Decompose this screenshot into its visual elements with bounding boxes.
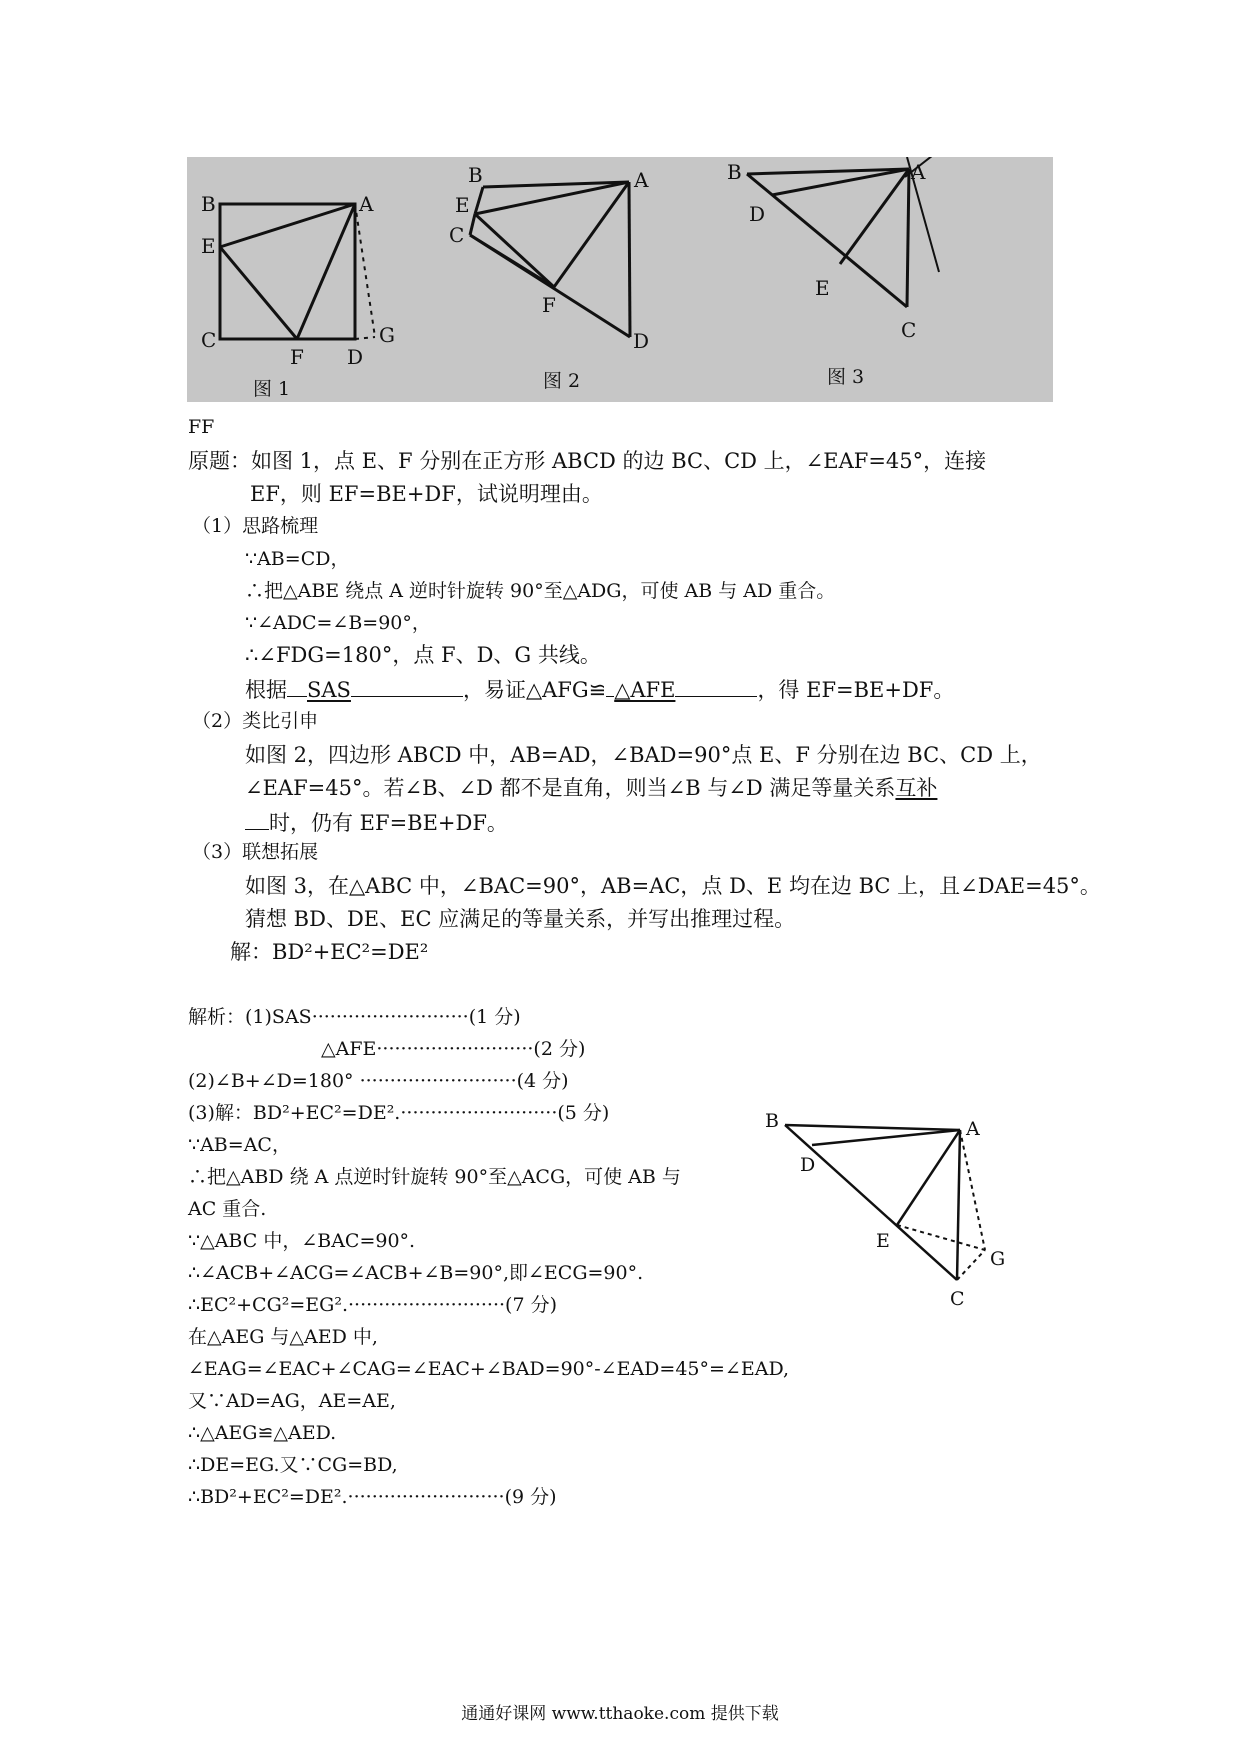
fig3-label-a: A bbox=[911, 160, 926, 184]
analysis-row-16 bbox=[188, 1488, 557, 1507]
analysis-row-1 bbox=[188, 1008, 521, 1027]
solution-figure bbox=[760, 1105, 1030, 1329]
fig1-label-e: E bbox=[201, 234, 216, 258]
analysis-row-14: ∴△AEG≌△AED. bbox=[188, 1422, 337, 1444]
fig2-label-a: A bbox=[634, 168, 649, 192]
analysis-r1: (1)SAS bbox=[245, 1006, 312, 1028]
fig1-label-g: G bbox=[379, 323, 395, 347]
dots: ·························· bbox=[348, 1294, 506, 1316]
part1-line-1: ∵AB=CD， bbox=[245, 548, 350, 570]
fig2-label-c: C bbox=[449, 223, 465, 247]
analysis-row-13: 又∵AD=AG，AE=AE, bbox=[188, 1390, 396, 1412]
analysis-row-8: ∵△ABC 中，∠BAC=90°. bbox=[188, 1230, 416, 1252]
score-3: (4 分) bbox=[516, 1070, 569, 1092]
part1-l5-suffix: ，得 EF=BE+DF。 bbox=[757, 678, 955, 702]
part2-line-1: 如图 2，四边形 ABCD 中，AB=AD，∠BAD=90°点 E、F 分别在边 BC、CD 上， bbox=[245, 743, 1042, 767]
fig4-label-e: E bbox=[876, 1230, 890, 1252]
part3-answer-value: BD²+EC²=DE² bbox=[272, 940, 429, 964]
part1-l5-prefix: 根据 bbox=[245, 678, 287, 702]
score-9: (9 分) bbox=[504, 1486, 557, 1508]
geometry-figures bbox=[187, 157, 1053, 402]
fig1-label-b: B bbox=[201, 192, 216, 216]
analysis-row-6: ∴把△ABD 绕 A 点逆时针旋转 90°至△ACG，可使 AB 与 bbox=[188, 1166, 681, 1188]
figure-strip bbox=[187, 157, 1053, 402]
part1-l5-middle: ，易证△AFG≌ bbox=[462, 678, 607, 702]
analysis-row-15: ∴DE=EG.又∵CG=BD, bbox=[188, 1454, 398, 1476]
analysis-row-7: AC 重合. bbox=[188, 1198, 267, 1220]
score-7: (7 分) bbox=[505, 1294, 557, 1316]
score-1: (1 分) bbox=[468, 1006, 521, 1028]
analysis-row-10 bbox=[188, 1296, 557, 1315]
fig4-label-b: B bbox=[765, 1110, 779, 1132]
part1-heading: （1）思路梳理 bbox=[192, 515, 319, 537]
blank-2 bbox=[675, 678, 757, 697]
analysis-row-12: ∠EAG=∠EAC+∠CAG=∠EAC+∠BAD=90°-∠EAD=45°=∠EAD, bbox=[188, 1358, 790, 1380]
fig1-label-a: A bbox=[359, 192, 374, 216]
fig3-label-d: D bbox=[749, 202, 766, 226]
problem-line-1: 原题：如图 1，点 E、F 分别在正方形 ABCD 的边 BC、CD 上，∠EAF=45°，连接 bbox=[188, 449, 987, 473]
part3-answer-label: 解： bbox=[230, 940, 272, 964]
part1-line-5 bbox=[245, 678, 954, 701]
blank-pad bbox=[287, 678, 307, 697]
fig4-label-c: C bbox=[950, 1288, 965, 1310]
fig2-label-e: E bbox=[455, 193, 470, 217]
answer-hubu: 互补 bbox=[895, 776, 938, 800]
part2-l3-text: 时，仍有 EF=BE+DF。 bbox=[269, 811, 508, 835]
analysis-row-3 bbox=[188, 1072, 569, 1091]
part2-line-2 bbox=[245, 778, 937, 799]
part3-heading: （3）联想拓展 bbox=[192, 841, 319, 863]
fig1-label-c: C bbox=[201, 328, 217, 352]
score-4: (5 分) bbox=[557, 1102, 610, 1124]
blank-1 bbox=[351, 678, 463, 697]
fig4-label-d: D bbox=[800, 1154, 816, 1176]
dots: ·························· bbox=[353, 1070, 517, 1092]
analysis-r10: ∴EC²+CG²=EG². bbox=[188, 1294, 348, 1316]
fig4-label-g: G bbox=[990, 1248, 1006, 1270]
part2-line-3 bbox=[245, 811, 508, 834]
analysis-r3: (2)∠B+∠D=180° bbox=[188, 1070, 354, 1092]
fig3-label-e: E bbox=[815, 276, 830, 300]
figure-1 bbox=[220, 204, 375, 339]
problem-line-2: EF，则 EF=BE+DF，试说明理由。 bbox=[250, 482, 603, 506]
analysis-row-2 bbox=[321, 1040, 585, 1059]
fig1-caption: 图 1 bbox=[253, 378, 291, 400]
part3-line-2: 猜想 BD、DE、EC 应满足的等量关系，并写出推理过程。 bbox=[245, 907, 796, 931]
analysis-label: 解析： bbox=[188, 1006, 246, 1028]
dots: ·························· bbox=[347, 1486, 505, 1508]
fig3-caption: 图 3 bbox=[827, 366, 865, 388]
analysis-r2: △AFE bbox=[321, 1038, 377, 1060]
part2-heading: （2）类比引申 bbox=[192, 710, 319, 732]
fig1-label-f: F bbox=[290, 345, 304, 369]
analysis-row-4 bbox=[188, 1104, 609, 1123]
fig3-label-c: C bbox=[901, 318, 917, 342]
answer-afe: △AFE bbox=[614, 678, 676, 702]
part1-line-3: ∵∠ADC=∠B=90°， bbox=[245, 612, 431, 634]
dots: ·························· bbox=[400, 1102, 558, 1124]
analysis-row-11: 在△AEG 与△AED 中, bbox=[188, 1326, 378, 1348]
solution-geometry bbox=[760, 1105, 1030, 1325]
blank-3 bbox=[245, 811, 269, 830]
dots: ·························· bbox=[376, 1038, 534, 1060]
footer: 通通好课网 www.tthaoke.com 提供下载 bbox=[461, 1704, 779, 1724]
score-2: (2 分) bbox=[533, 1038, 586, 1060]
dots: ·························· bbox=[311, 1006, 469, 1028]
stray-text: FF bbox=[188, 416, 215, 438]
analysis-r16: ∴BD²+EC²=DE². bbox=[188, 1486, 348, 1508]
analysis-row-5: ∵AB=AC， bbox=[188, 1134, 291, 1156]
fig1-label-d: D bbox=[347, 345, 364, 369]
analysis-row-9: ∴∠ACB+∠ACG=∠ACB+∠B=90°,即∠ECG=90°. bbox=[188, 1262, 644, 1284]
fig2-caption: 图 2 bbox=[543, 370, 581, 392]
part3-answer bbox=[230, 942, 428, 963]
fig3-label-b: B bbox=[727, 160, 742, 184]
fig4-label-a: A bbox=[966, 1118, 980, 1140]
figure-3-labels bbox=[727, 160, 926, 388]
part3-line-1: 如图 3，在△ABC 中，∠BAC=90°，AB=AC，点 D、E 均在边 BC 上，且∠DAE=45°。 bbox=[245, 874, 1101, 898]
fig2-label-f: F bbox=[542, 293, 556, 317]
part2-l2-text: ∠EAF=45°。若∠B、∠D 都不是直角，则当∠B 与∠D 满足等量关系 bbox=[245, 776, 896, 800]
fig2-label-d: D bbox=[633, 329, 650, 353]
analysis-r4: (3)解：BD²+EC²=DE². bbox=[188, 1102, 401, 1124]
part1-line-4: ∴∠FDG=180°，点 F、D、G 共线。 bbox=[245, 643, 601, 667]
answer-sas: SAS bbox=[307, 678, 351, 702]
fig2-label-b: B bbox=[468, 163, 483, 187]
part1-line-2: ∴把△ABE 绕点 A 逆时针旋转 90°至△ADG，可使 AB 与 AD 重合。 bbox=[245, 580, 836, 602]
